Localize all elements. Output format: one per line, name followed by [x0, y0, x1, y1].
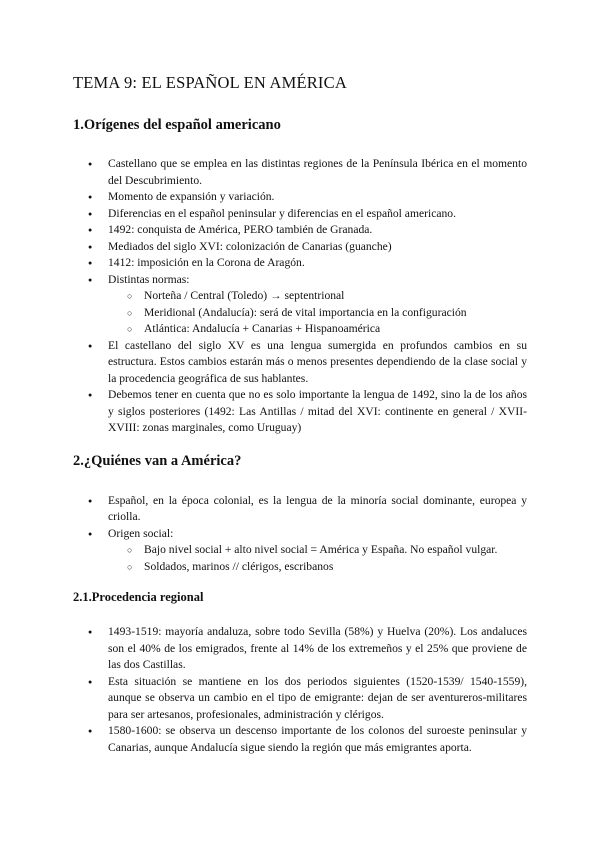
subsection-heading-regional-origin: 2.1.Procedencia regional — [73, 590, 204, 604]
sub-list-item: ○ Meridional (Andalucía): será de vital importancia en la configuración — [144, 305, 527, 322]
who-goes-bullet-list — [73, 493, 527, 576]
list-item: ● Esta situación se mantiene en los dos periodos siguientes (1520-1539/ 1540-1559), aunque se observa un cambio en el tipo de emigrante: dejan de ser aventureros-militares para ser artesanos, profesionales, administración y clérigos. — [108, 674, 527, 724]
section-heading-origins: 1.Orígenes del español americano — [73, 117, 281, 133]
sub-list-item: ○ Norteña / Central (Toledo) → septentrional — [144, 288, 527, 305]
regional-origin-bullet-list — [73, 624, 527, 756]
list-item: ● Mediados del siglo XVI: colonización de Canarias (guanche) — [108, 239, 527, 256]
list-item: ● Momento de expansión y variación. — [108, 189, 527, 206]
social-origin-sub-list — [108, 542, 527, 575]
list-item: ● Español, en la época colonial, es la lengua de la minoría social dominante, europea y criolla. — [108, 493, 527, 526]
sub-list-item: ○ Bajo nivel social + alto nivel social = América y España. No español vulgar. — [144, 542, 527, 559]
list-item-social-origin — [108, 526, 527, 576]
norms-sub-list — [108, 288, 527, 338]
origins-bullet-list — [73, 156, 527, 437]
list-item: ● 1580-1600: se observa un descenso importante de los colonos del suroeste peninsular y Canarias, aunque Andalucía sigue siendo la región que más emigrantes aporta. — [108, 723, 527, 756]
sub-list-item: ○ Atlántica: Andalucía + Canarias + Hispanoamérica — [144, 321, 527, 338]
list-item-text: Origen social: — [108, 526, 174, 540]
list-item: ● Debemos tener en cuenta que no es solo importante la lengua de 1492, sino la de los años y siglos posteriores (1492: Las Antillas / mitad del XVI: continente en general / XVII-XVIII: zonas marginales, como Uruguay) — [108, 387, 527, 437]
list-item: ● Castellano que se emplea en las distintas regiones de la Península Ibérica en el momento del Descubrimiento. — [108, 156, 527, 189]
list-item: ● Diferencias en el español peninsular y diferencias en el español americano. — [108, 206, 527, 223]
sub-list-item: ○ Soldados, marinos // clérigos, escribanos — [144, 559, 527, 576]
list-item: ● 1412: imposición en la Corona de Aragón. — [108, 255, 527, 272]
list-item-norms — [108, 272, 527, 338]
document-title: TEMA 9: EL ESPAÑOL EN AMÉRICA — [73, 73, 347, 92]
list-item: ● 1492: conquista de América, PERO también de Granada. — [108, 222, 527, 239]
list-item-text: Distintas normas: — [108, 272, 190, 286]
section-heading-who-goes: 2.¿Quiénes van a América? — [73, 452, 242, 469]
list-item: ● El castellano del siglo XV es una lengua sumergida en profundos cambios en su estructura. Estos cambios estarán más o menos presentes dependiendo de la clase social y la procedencia geográfica de sus hablantes. — [108, 338, 527, 388]
list-item: ● 1493-1519: mayoría andaluza, sobre todo Sevilla (58%) y Huelva (20%). Los andaluces son el 40% de los emigrados, frente al 14% de los extremeños y el 25% que proviene de las dos Castillas. — [108, 624, 527, 674]
